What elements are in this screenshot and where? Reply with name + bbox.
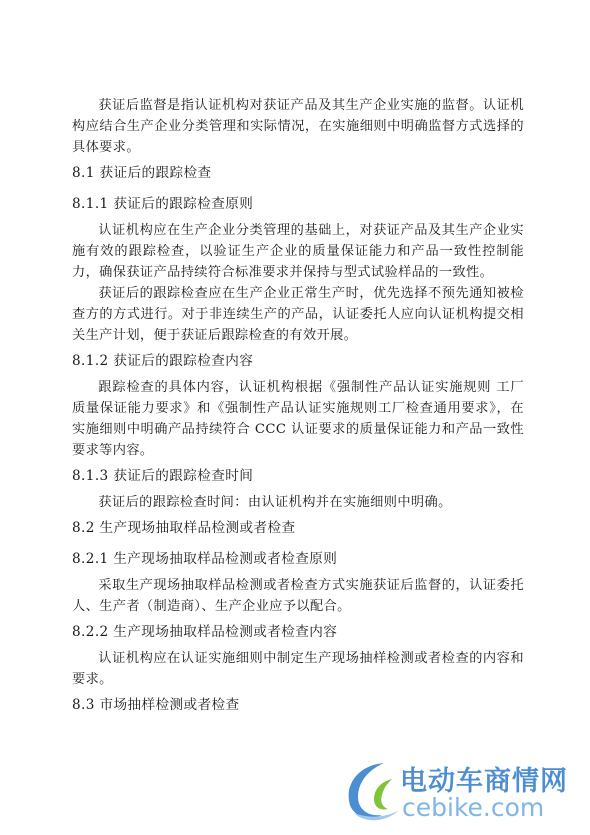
section-8-2-1-paragraph: 采取生产现场抽取样品检测或者检查方式实施获证后监督的，认证委托人、生产者（制造商）、生产企业应予以配合。: [72, 578, 524, 614]
section-8-1-1-paragraph-2: 获证后的跟踪检查应在生产企业正常生产时，优先选择不预先通知被检查方的方式进行。对于非连续生产的产品，认证委托人应向认证机构提交相关生产计划，便于获证后跟踪检查的有效开展。: [72, 286, 524, 343]
watermark-en-text: cebike.com: [402, 793, 545, 822]
section-8-2-1-heading: 8.2.1 生产现场抽取样品检测或者检查原则: [72, 551, 338, 567]
section-8-1-2-heading: 8.1.2 获证后的跟踪检查内容: [72, 353, 254, 369]
document-body: [72, 95, 524, 721]
watermark-cn-text: 电动车商情网: [400, 766, 568, 797]
intro-paragraph: 获证后监督是指认证机构对获证产品及其生产企业实施的监督。认证机构应结合生产企业分类管理和实际情况，在实施细则中明确监督方式选择的具体要求。: [72, 98, 524, 155]
section-8-1-1-heading: 8.1.1 获证后的跟踪检查原则: [72, 196, 254, 212]
watermark-logo: [340, 755, 580, 825]
section-8-2-2-heading: 8.2.2 生产现场抽取样品检测或者检查内容: [72, 624, 338, 640]
section-8-1-1-paragraph-1: 认证机构应在生产企业分类管理的基础上，对获证产品及其生产企业实施有效的跟踪检查，以验证生产企业的质量保证能力和产品一致性控制能力，确保获证产品持续符合标准要求并保持与型式试验样品的一致性。: [72, 223, 524, 280]
section-8-3-heading: 8.3 市场抽样检测或者检查: [72, 697, 240, 713]
section-8-2-2-paragraph: 认证机构应在认证实施细则中制定生产现场抽样检测或者检查的内容和要求。: [72, 651, 524, 687]
section-8-1-2-paragraph: 跟踪检查的具体内容，认证机构根据《强制性产品认证实施规则 工厂质量保证能力要求》和《强制性产品认证实施规则工厂检查通用要求》，在实施细则中明确产品持续符合 CCC 认证要求的质量保证能力和产品一致性要求等内容。: [72, 380, 524, 458]
swirl-logo-icon: [340, 755, 406, 825]
section-8-1-3-paragraph: 获证后的跟踪检查时间：由认证机构并在实施细则中明确。: [98, 495, 452, 510]
section-8-2-heading: 8.2 生产现场抽取样品检测或者检查: [72, 520, 296, 536]
section-8-1-3-heading: 8.1.3 获证后的跟踪检查时间: [72, 468, 254, 484]
section-8-1-heading: 8.1 获证后的跟踪检查: [72, 165, 212, 181]
